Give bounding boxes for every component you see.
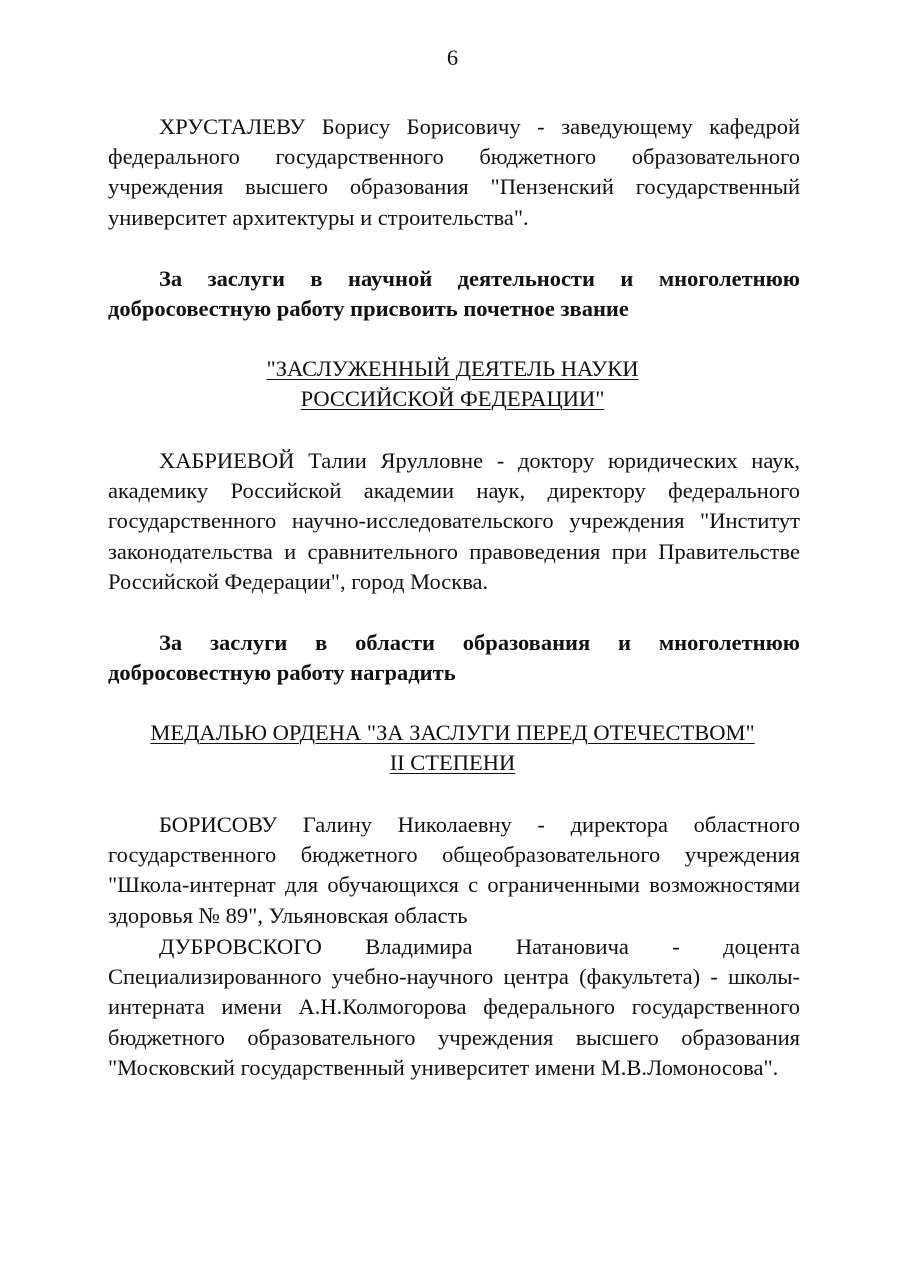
award-title-line: "ЗАСЛУЖЕННЫЙ ДЕЯТЕЛЬ НАУКИ [266, 356, 639, 381]
award-title-line: II СТЕПЕНИ [389, 750, 516, 776]
award-title-line: МЕДАЛЬЮ ОРДЕНА "ЗА ЗАСЛУГИ ПЕРЕД ОТЕЧЕСТВОМ" [150, 720, 755, 745]
award-recipient-dubrovsky: ДУБРОВСКОГО Владимира Натановича - доцента Специализированного учебно-научного центра (факультета) - школы-интерната имени А.Н.Колмогорова федерального государственного бюджетного образовательного учреждения высшего образования "Московский государственный университет имени М.В.Ломоносова". [108, 934, 800, 1080]
decree-text-medal: За заслуги в области образования и многолетнюю добросовестную работу наградить [108, 630, 800, 686]
award-title-medal [60, 718, 845, 778]
award-recipient-borisova: БОРИСОВУ Галину Николаевну - директора областного государственного бюджетного общеобразовательного учреждения "Школа-интернат для обучающихся с ограниченными возможностями здоровья № 89", Ульяновская область [108, 812, 800, 928]
page-number: 6 [446, 45, 459, 70]
award-recipient-khabrieva: ХАБРИЕВОЙ Талии Ярулловне - доктору юридических наук, академику Российской академии наук, директору федерального государственного научно-исследовательского учреждения "Институт законодательства и сравнительного правоведения при Правительстве Российской Федерации", город Москва. [108, 448, 800, 594]
award-title-line: РОССИЙСКОЙ ФЕДЕРАЦИИ" [300, 386, 605, 412]
award-recipient-khrustalev: ХРУСТАЛЕВУ Борису Борисовичу - заведующему кафедрой федерального государственного бюджетного образовательного учреждения высшего образования "Пензенский государственный университет архитектуры и строительства". [108, 114, 800, 230]
decree-text-honorary-title: За заслуги в научной деятельности и многолетнюю добросовестную работу присвоить почетное звание [108, 266, 800, 322]
award-title-honored-scientist [60, 354, 845, 414]
